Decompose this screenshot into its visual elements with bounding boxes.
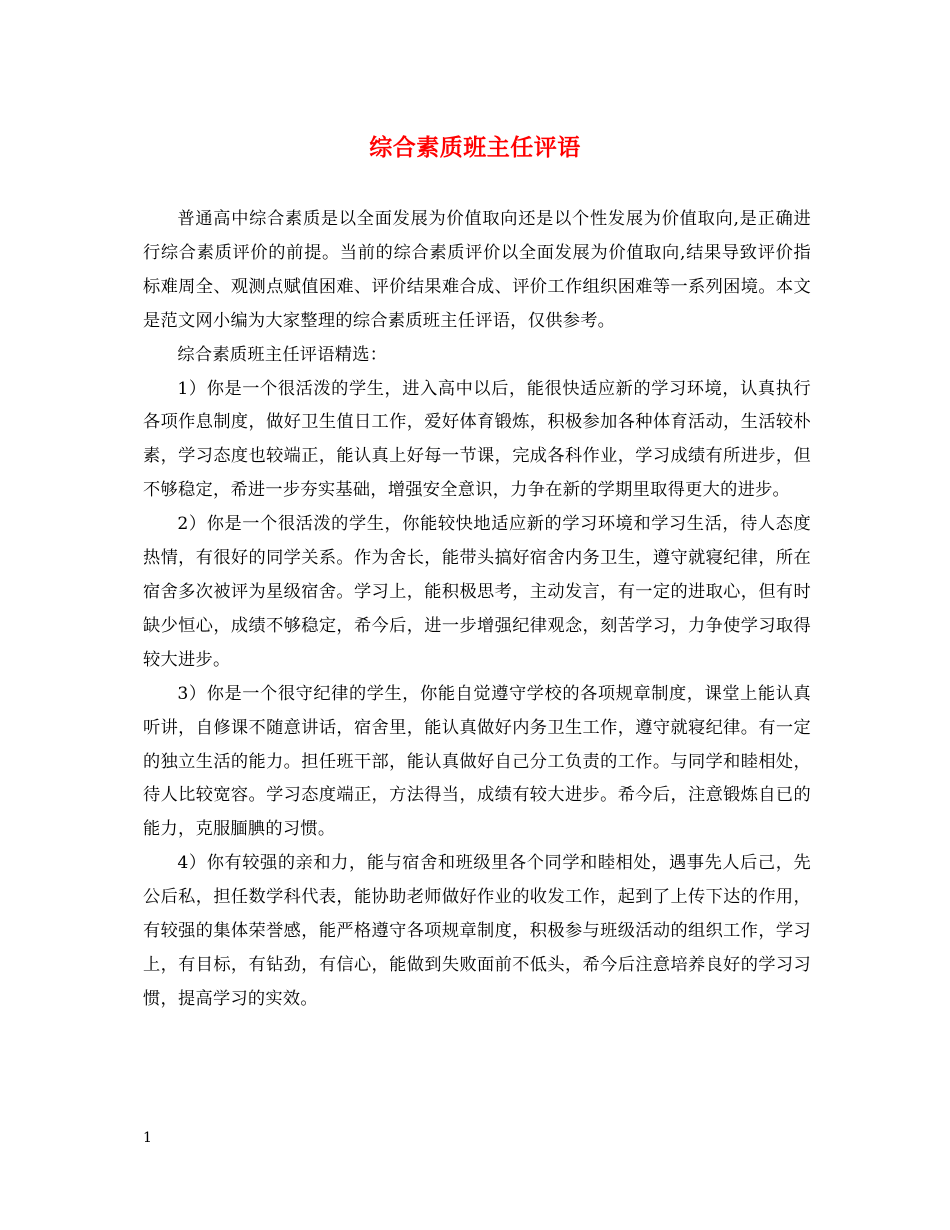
document-body (143, 203, 811, 1017)
comment-paragraph-4: 4）你有较强的亲和力，能与宿舍和班级里各个同学和睦相处，遇事先人后己，先公后私，担任数学科代表，能协助老师做好作业的收发工作，起到了上传下达的作用，有较强的集体荣誉感，能严格遵守各项规章制度，积极参与班级活动的组织工作，学习上，有目标，有钻劲，有信心，能做到失败面前不低头，希今后注意培养良好的学习习惯，提高学习的实效。 (143, 853, 811, 1009)
comment-paragraph-1: 1）你是一个很活泼的学生，进入高中以后，能很快适应新的学习环境，认真执行各项作息制度，做好卫生值日工作，爱好体育锻炼，积极参加各种体育活动，生活较朴素，学习态度也较端正，能认真上好每一节课，完成各科作业，学习成绩有所进步，但不够稳定，希进一步夯实基础，增强安全意识，力争在新的学期里取得更大的进步。 (143, 378, 811, 501)
comment-paragraph-2: 2）你是一个很活泼的学生，你能较快地适应新的学习环境和学习生活，待人态度热情，有很好的同学关系。作为舍长，能带头搞好宿舍内务卫生，遵守就寝纪律，所在宿舍多次被评为星级宿舍。学习上，能积极思考，主动发言，有一定的进取心，但有时缺少恒心，成绩不够稳定，希今后，进一步增强纪律观念，刻苦学习，力争使学习取得较大进步。 (143, 514, 811, 670)
document-title: 综合素质班主任评语 (369, 134, 581, 161)
comment-paragraph-3: 3）你是一个很守纪律的学生，你能自觉遵守学校的各项规章制度，课堂上能认真听讲，自修课不随意讲话，宿舍里，能认真做好内务卫生工作，遵守就寝纪律。有一定的独立生活的能力。担任班干部，能认真做好自己分工负责的工作。与同学和睦相处，待人比较宽容。学习态度端正，方法得当，成绩有较大进步。希今后，注意锻炼自已的能力，克服腼腆的习惯。 (143, 683, 811, 840)
intro-paragraph: 普通高中综合素质是以全面发展为价值取向还是以个性发展为价值取向,是正确进行综合素质评价的前提。当前的综合素质评价以全面发展为价值取向,结果导致评价指标难周全、观测点赋值困难、评价结果难合成、评价工作组织困难等一系列困境。本文是范文网小编为大家整理的综合素质班主任评语，仅供参考。 (143, 209, 811, 331)
page-number: 1 (143, 1130, 152, 1146)
section-heading-paragraph: 综合素质班主任评语精选： (177, 344, 388, 365)
